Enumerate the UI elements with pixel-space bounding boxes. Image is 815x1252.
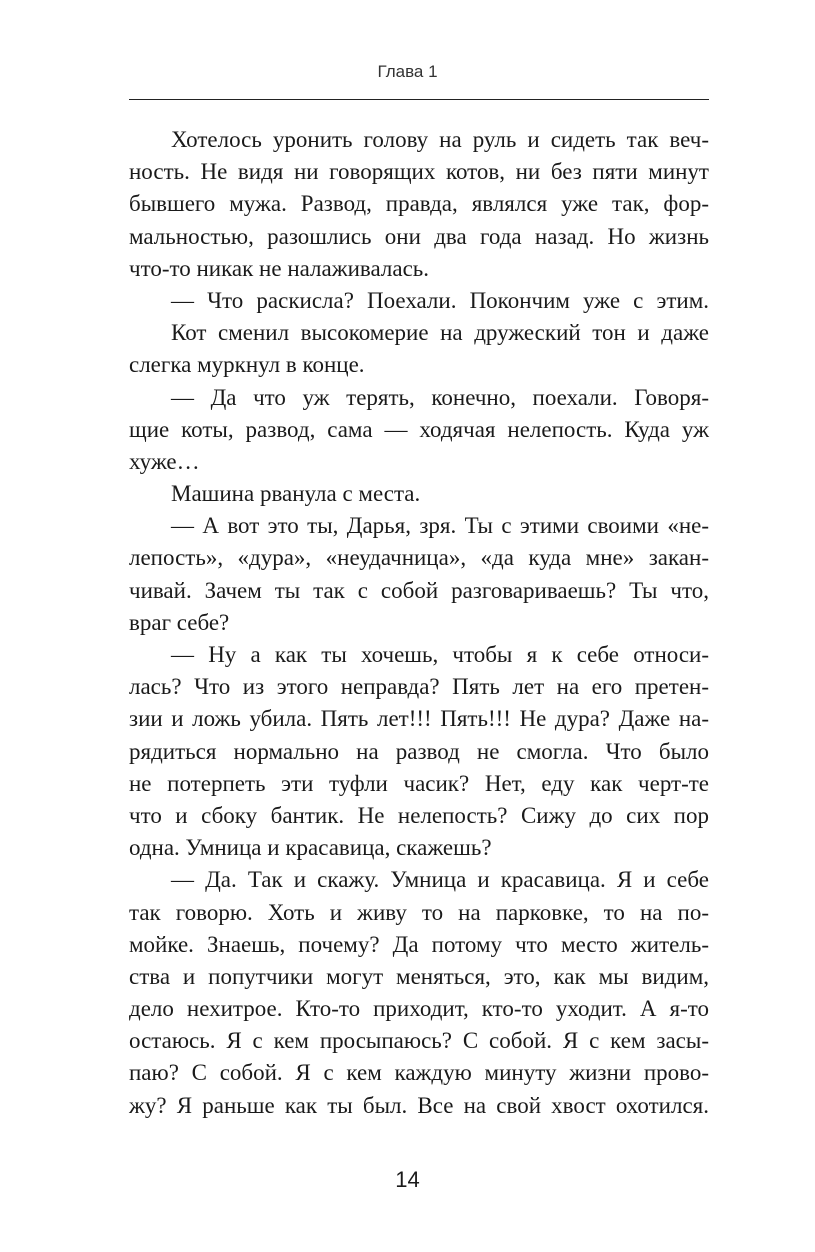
text-line: лась? Что из этого неправда? Пять лет на его претен- (129, 674, 709, 700)
text-line: хуже… (129, 448, 200, 474)
text-line: бывшего мужа. Развод, правда, являлся уже так, фор- (129, 191, 709, 217)
text-line: ства и попутчики могут меняться, это, как мы видим, (129, 963, 709, 989)
text-line: мойке. Знаешь, почему? Да потому что место житель- (129, 931, 709, 957)
header-rule (129, 99, 709, 100)
text-line: паю? С собой. Я с кем каждую минуту жизни прово- (129, 1060, 709, 1086)
text-line: враг себе? (129, 609, 230, 635)
text-line: что-то никак не налаживалась. (129, 255, 430, 281)
text-line: лепость», «дура», «неудачница», «да куда мне» закан- (129, 545, 709, 571)
text-line: что и сбоку бантик. Не нелепость? Сижу до сих пор (129, 802, 709, 828)
text-line: — Да что уж терять, конечно, поехали. Говоря- (171, 384, 709, 410)
text-line: Хотелось уронить голову на руль и сидеть так веч- (171, 127, 709, 152)
text-line: Кот сменил высокомерие на дружеский тон и даже (171, 320, 709, 346)
text-line: мальностью, разошлись они два года назад. Но жизнь (129, 223, 709, 249)
text-line: так говорю. Хоть и живу то на парковке, то на по- (129, 899, 709, 925)
text-line: не потерпеть эти туфли часик? Нет, еду как черт-те (129, 770, 709, 796)
text-line: остаюсь. Я с кем просыпаюсь? С собой. Я с кем засы- (129, 1028, 709, 1054)
text-line: ность. Не видя ни говорящих котов, ни без пяти минут (129, 159, 709, 185)
body-text (129, 124, 709, 1122)
text-line: — А вот это ты, Дарья, зря. Ты с этими своими «не- (171, 513, 709, 539)
text-line: дело нехитрое. Кто-то приходит, кто-то уходит. А я-то (129, 996, 709, 1022)
text-line: щие коты, развод, сама — ходячая нелепость. Куда уж (129, 416, 709, 442)
text-line: — Что раскисла? Поехали. Покончим уже с этим. (171, 287, 709, 313)
text-line: жу? Я раньше как ты был. Все на свой хвост охотился. (129, 1092, 709, 1118)
text-line: — Да. Так и скажу. Умница и красавица. Я и себе (171, 867, 709, 893)
text-line: зии и ложь убила. Пять лет!!! Пять!!! Не дура? Даже на- (129, 706, 709, 732)
page-number: 14 (395, 1167, 420, 1192)
text-line: — Ну а как ты хочешь, чтобы я к себе относи- (171, 642, 709, 667)
text-line: одна. Умница и красавица, скажешь? (129, 835, 492, 861)
text-line: Машина рванула с места. (171, 481, 421, 507)
text-line: чивай. Зачем ты так с собой разговариваешь? Ты что, (129, 577, 709, 603)
text-line: рядиться нормально на развод не смогла. Что было (129, 738, 709, 764)
text-line: слегка муркнул в конце. (129, 352, 365, 378)
running-head: Глава 1 (377, 62, 438, 81)
